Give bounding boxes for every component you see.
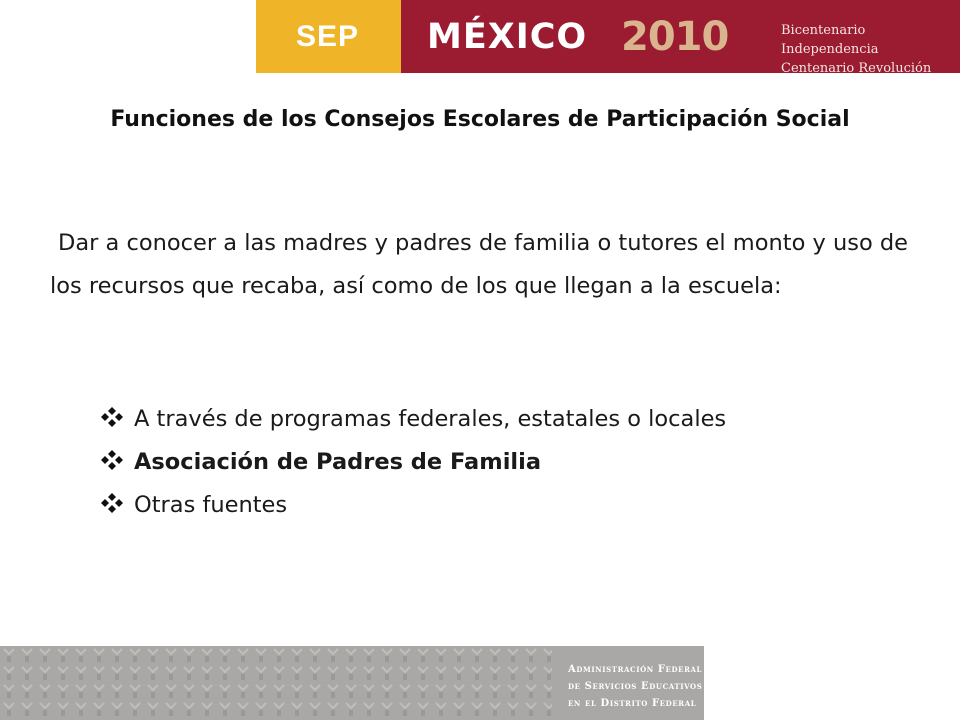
footer-line-2: de Servicios Educativos	[568, 681, 703, 692]
header-banner	[256, 0, 960, 76]
bullet-item-asociacion	[100, 441, 908, 484]
slide-paragraph: Dar a conocer a las madres y padres de familia o tutores el monto y uso de los recursos que recaba, así como de los que llegan a la escuela:	[50, 230, 908, 299]
bullet-text: A través de programas federales, estatales o locales	[134, 406, 727, 432]
footer-line-1: Administración Federal	[568, 664, 703, 675]
mexico-label: MÉXICO	[427, 17, 588, 57]
footer-line-3: en el Distrito Federal	[568, 698, 697, 709]
four-diamond-icon	[100, 493, 124, 513]
bullet-item-otras	[100, 484, 908, 527]
footer-pattern-decoration	[0, 646, 552, 720]
year-label: 2010	[621, 14, 729, 60]
slide-title: Funciones de los Consejos Escolares de Participación Social	[110, 107, 850, 132]
bullet-text: Asociación de Padres de Familia	[134, 449, 542, 475]
bullet-text: Otras fuentes	[134, 492, 288, 518]
bicentenario-line-2: Centenario Revolución	[781, 61, 932, 76]
bullet-item-programas	[100, 398, 908, 441]
bicentenario-line-1: Bicentenario Independencia	[781, 23, 879, 57]
mexico-2010-logo	[401, 0, 960, 76]
four-diamond-icon	[100, 450, 124, 470]
footer-banner	[0, 646, 704, 720]
four-diamond-icon	[100, 407, 124, 427]
sep-logo	[256, 0, 401, 73]
sep-label: SEP	[296, 20, 360, 53]
afsedf-logo-text	[568, 661, 702, 712]
bullet-list	[100, 398, 908, 527]
bicentenario-text	[781, 21, 960, 78]
